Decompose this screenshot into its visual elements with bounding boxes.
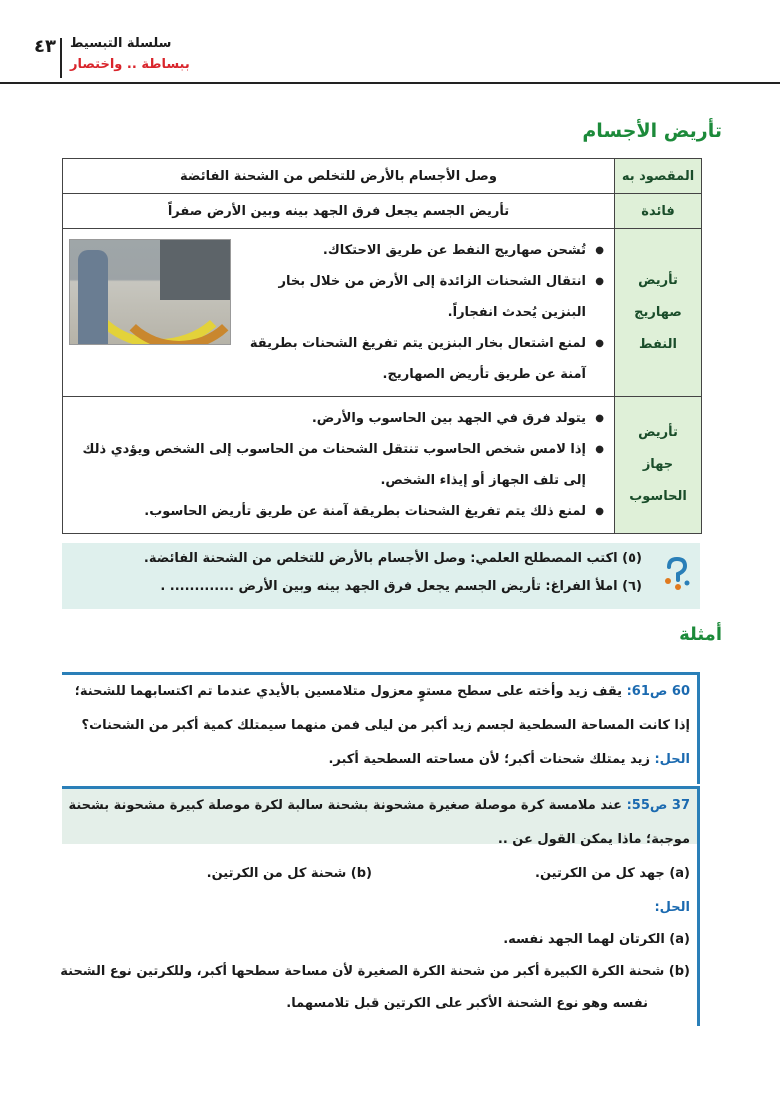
solution-label: الحل: (654, 900, 690, 915)
exercise-box (62, 543, 700, 609)
question-mark-icon (662, 557, 692, 593)
list-item: ● يتولد فرق في الجهد بين الحاسوب والأرض. (69, 403, 586, 434)
example-1 (62, 672, 700, 784)
example-side-border (697, 786, 700, 1026)
example-top-border (62, 672, 700, 675)
option-b: (b) شحنة كل من الكرتين. (206, 866, 372, 881)
solution-label: الحل: (654, 752, 690, 767)
grounding-table (62, 158, 702, 534)
label-line: تأريض (638, 272, 678, 288)
header-rule (0, 82, 780, 84)
exercise-number: (٦) (622, 579, 642, 594)
exercise-6 (160, 579, 642, 594)
bullet-list (69, 235, 606, 390)
example-ref: 60 ص61: (626, 684, 690, 699)
row-content (63, 397, 615, 534)
answer-a: (a) الكرتان لهما الجهد نفسه. (503, 932, 690, 947)
list-item: ● تُشحن صهاريج النفط عن طريق الاحتكاك. (69, 235, 586, 266)
example-text: عند ملامسة كرة موصلة صغيرة مشحونة بشحنة سالبة لكرة موصلة كبيرة مشحونة بشحنة (68, 798, 623, 813)
section-title: تأريض الأجسام (582, 120, 722, 142)
examples-title: أمثلة (679, 624, 722, 645)
label-line: جهاز (642, 457, 674, 472)
row-content: تأريض الجسم يجعل فرق الجهد بينه وبين الأرض صفراً (63, 194, 615, 229)
example-2 (62, 786, 700, 1026)
header-divider (60, 38, 62, 78)
label-line: الحاسوب (629, 489, 687, 504)
list-item: ● انتقال الشحنات الزائدة إلى الأرض من خلال بخار البنزين يُحدث انفجاراً. (69, 266, 586, 328)
example-line (68, 798, 690, 813)
label-line: النفط (639, 336, 677, 352)
series-tagline: ببساطة .. واختصار (70, 57, 190, 72)
answer-b-cont: نفسه وهو نوع الشحنة الأكبر على الكرتين قبل تلامسهما. (286, 996, 648, 1011)
solution-text: زيد يمتلك شحنات أكبر؛ لأن مساحته السطحية أكبر. (328, 752, 650, 767)
example-line (75, 684, 690, 699)
example-ref: 37 ص55: (626, 798, 690, 813)
series-title: سلسلة التبسيط (70, 36, 172, 51)
list-item: ● لمنع اشتعال بخار البنزين يتم تفريغ الشحنات بطريقة آمنة عن طريق تأريض الصهاريج. (69, 328, 586, 390)
row-label: فائدة (615, 194, 702, 229)
example-text: يقف زيد وأخته على سطح مستوٍ معزول متلامسين بالأيدي عندما تم اكتسابهما للشحنة؛ (74, 684, 623, 699)
row-content: وصل الأجسام بالأرض للتخلص من الشحنة الفائضة (63, 159, 615, 194)
example-solution (328, 752, 690, 767)
example-line: موجبة؛ ماذا يمكن القول عن .. (497, 832, 690, 847)
example-line: إذا كانت المساحة السطحية لجسم زيد أكبر من ليلى فمن منهما سيمتلك كمية أكبر من الشحنات؟ (81, 718, 690, 733)
list-item: ● إذا لامس شخص الحاسوب تنتقل الشحنات من الحاسوب إلى الشخص ويؤدي ذلك إلى تلف الجهاز أو إيذاء الشخص. (69, 434, 586, 496)
table-row (63, 229, 702, 397)
row-label (615, 229, 702, 397)
option-a: (a) جهد كل من الكرتين. (535, 866, 690, 881)
example-top-border (62, 786, 700, 789)
example-side-border (697, 672, 700, 784)
exercise-number: (٥) (622, 551, 642, 566)
exercise-5 (144, 551, 642, 566)
page-number: ٤٣ (34, 36, 56, 57)
bullet-list (69, 403, 606, 527)
table-row (63, 194, 702, 229)
table-row (63, 159, 702, 194)
exercise-text: اكتب المصطلح العلمي: وصل الأجسام بالأرض للتخلص من الشحنة الفائضة. (143, 551, 618, 566)
answer-b: (b) شحنة الكرة الكبيرة أكبر من شحنة الكرة الصغيرة لأن مساحة سطحها أكبر، وللكرتين نوع الشحنة (60, 964, 690, 979)
row-content (63, 229, 615, 397)
label-line: صهاريج (634, 304, 682, 320)
list-item: ● لمنع ذلك يتم تفريغ الشحنات بطريقة آمنة عن طريق تأريض الحاسوب. (69, 496, 586, 527)
table-row (63, 397, 702, 534)
row-label: المقصود به (615, 159, 702, 194)
row-label (615, 397, 702, 534)
exercise-text: املأ الفراغ: تأريض الجسم يجعل فرق الجهد بينه وبين الأرض ............. . (160, 579, 618, 594)
label-line: تأريض (638, 425, 678, 440)
